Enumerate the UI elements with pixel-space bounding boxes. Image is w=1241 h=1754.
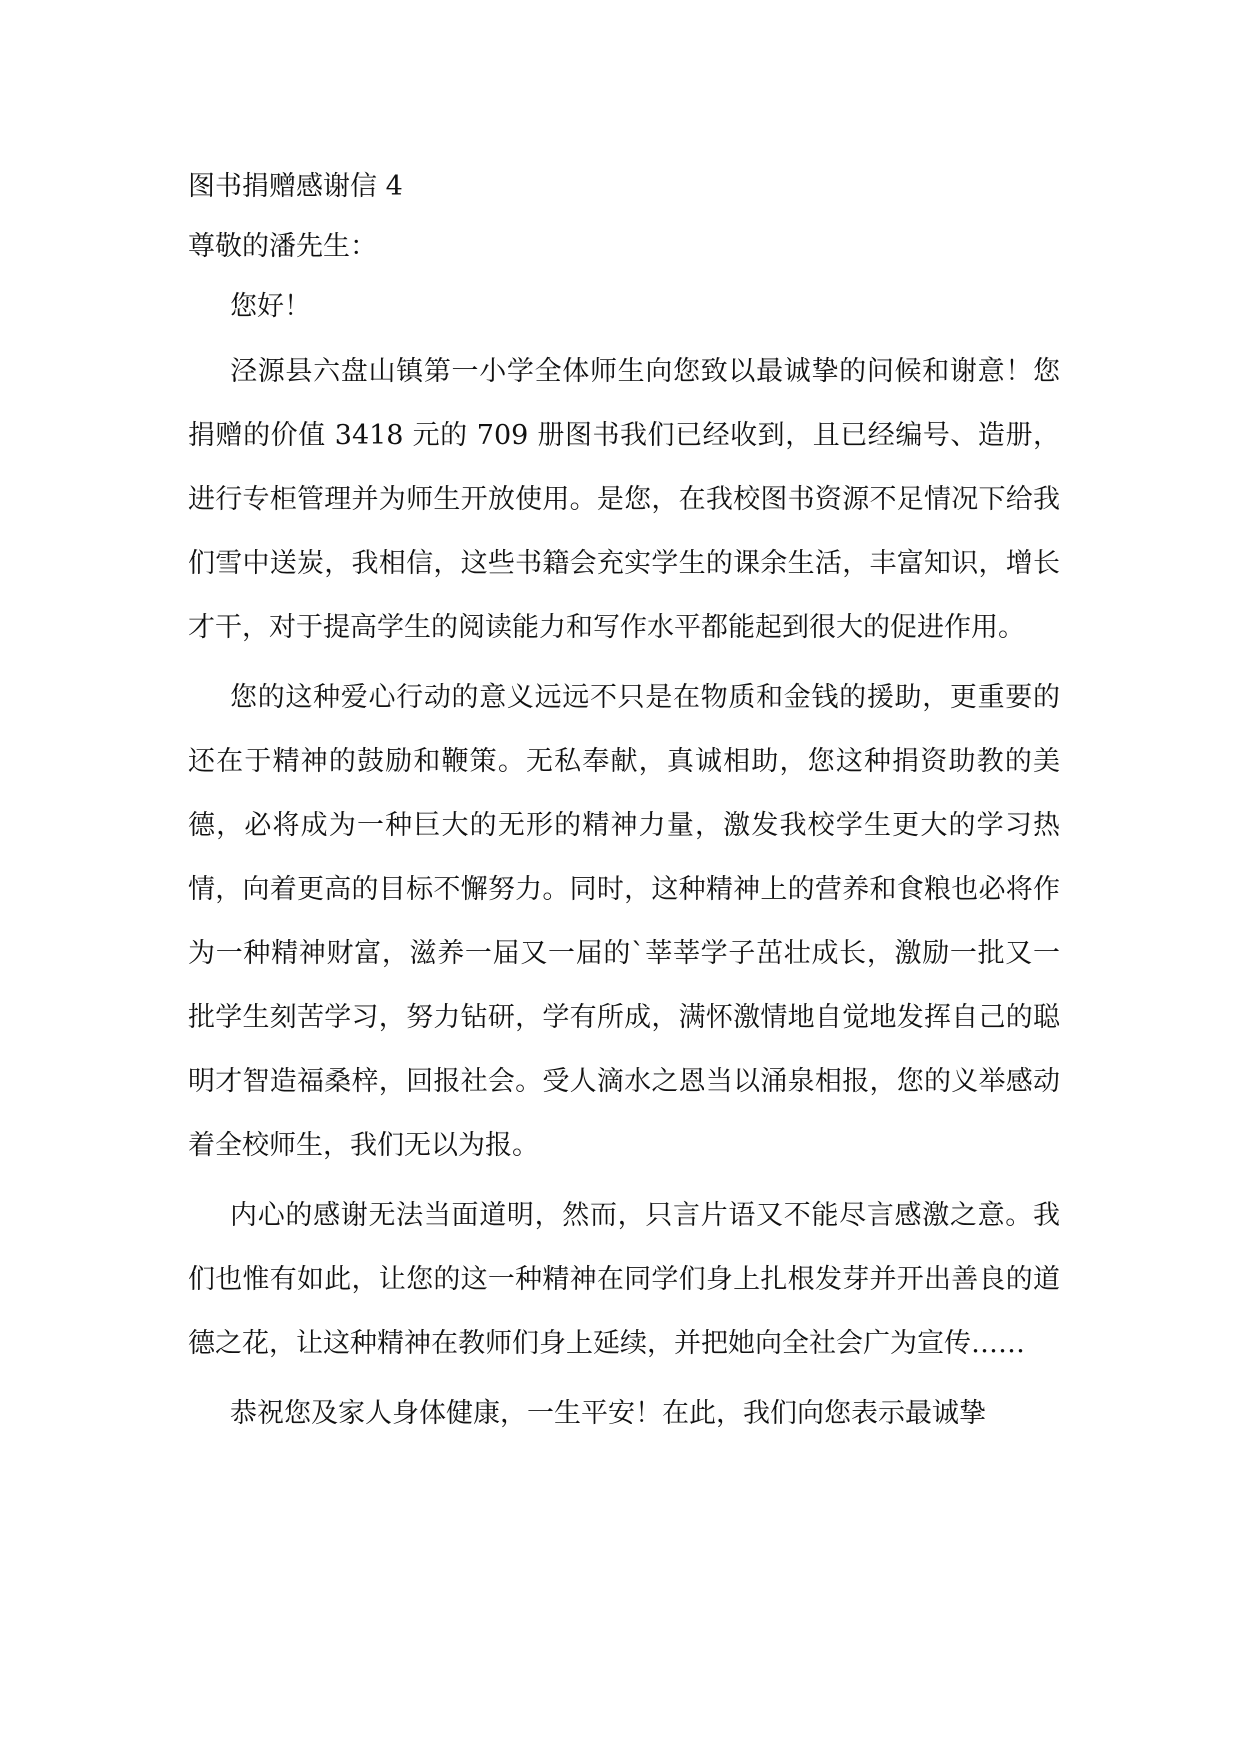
greeting: 您好！: [230, 291, 311, 322]
salutation: 尊敬的潘先生：: [188, 231, 377, 262]
letter-body: [188, 160, 1060, 1446]
paragraph-1: 泾源县六盘山镇第一小学全体师生向您致以最诚挚的问候和谢意！您捐赠的价值 3418 元的 709 册图书我们已经收到，且已经编号、造册，进行专柜管理并为师生开放使用。是您，在我校图书资源不足情况下给我们雪中送炭，我相信，这些书籍会充实学生的课余生活，丰富知识，增长才干，对于提高学生的阅读能力和写作水平都能起到很大的促进作用。: [188, 356, 1060, 643]
letter-title: 图书捐赠感谢信 4: [188, 171, 403, 202]
paragraph-4: 恭祝您及家人身体健康，一生平安！在此，我们向您表示最诚挚: [230, 1398, 986, 1429]
paragraph-3: 内心的感谢无法当面道明，然而，只言片语又不能尽言感激之意。我们也惟有如此，让您的这一种精神在同学们身上扎根发芽并开出善良的道德之花，让这种精神在教师们身上延续，并把她向全社会广为宣传……: [188, 1200, 1060, 1359]
paragraph-2: 您的这种爱心行动的意义远远不只是在物质和金钱的援助，更重要的还在于精神的鼓励和鞭策。无私奉献，真诚相助，您这种捐资助教的美德，必将成为一种巨大的无形的精神力量，激发我校学生更大的学习热情，向着更高的目标不懈努力。同时，这种精神上的营养和食粮也必将作为一种精神财富，滋养一届又一届的`莘莘学子茁壮成长，激励一批又一批学生刻苦学习，努力钻研，学有所成，满怀激情地自觉地发挥自己的聪明才智造福桑梓，回报社会。受人滴水之恩当以涌泉相报，您的义举感动着全校师生，我们无以为报。: [188, 682, 1060, 1161]
